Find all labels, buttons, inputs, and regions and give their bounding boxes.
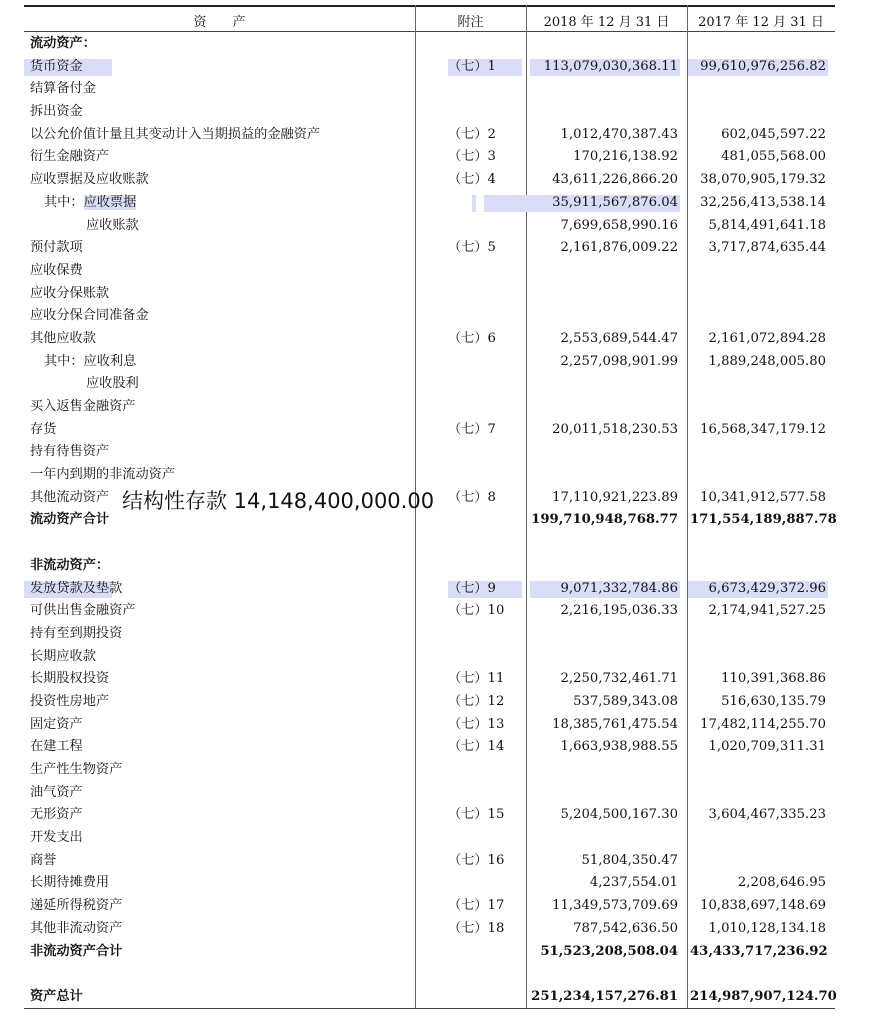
value-2018: 2,216,195,036.33	[560, 603, 678, 619]
row-note: （七）3	[448, 149, 496, 165]
row-label: 应收股利	[86, 376, 139, 392]
value-2017: 2,161,072,894.28	[708, 330, 826, 346]
table-row	[24, 963, 835, 986]
value-2017: 10,838,697,148.69	[700, 898, 826, 914]
row-label	[30, 192, 136, 215]
row-note: （七）5	[448, 240, 496, 256]
row-label: 商誉	[30, 852, 57, 868]
table-row	[24, 736, 835, 759]
row-label: 其他非流动资产	[30, 920, 123, 936]
table-row	[24, 827, 835, 850]
value-2017: 99,610,976,256.82	[700, 58, 826, 74]
value-2018: 787,542,636.50	[573, 920, 678, 936]
row-label: 持有待售资产	[30, 444, 110, 460]
table-row	[24, 578, 835, 601]
row-label: 应收保费	[30, 262, 83, 278]
header-2017: 2017 年 12 月 31 日	[698, 15, 824, 30]
value-2018: 35,911,567,876.04	[552, 194, 678, 210]
value-2017: 516,630,135.79	[721, 693, 826, 709]
row-label: 长期待摊费用	[30, 875, 110, 891]
value-2018: 43,611,226,866.20	[552, 172, 678, 188]
row-label: 投资性房地产	[30, 693, 110, 709]
row-label: 油气资产	[30, 784, 83, 800]
value-2017: 2,174,941,527.25	[708, 603, 826, 619]
table-row	[24, 146, 835, 169]
row-label: 其他应收款	[30, 330, 96, 346]
value-2017: 32,256,413,538.14	[700, 194, 826, 210]
row-label: 非流动资产：	[30, 557, 110, 573]
value-2017: 171,554,189,887.78	[690, 512, 837, 528]
header-rule	[24, 31, 835, 32]
row-note: （七）9	[448, 580, 496, 596]
table-row	[24, 237, 835, 260]
table-header	[24, 8, 835, 30]
row-note: （七）13	[448, 716, 505, 732]
value-2017: 1,020,709,311.31	[708, 739, 826, 755]
row-note: （七）16	[448, 852, 505, 868]
annotation-text: 结构性存款 14,148,400,000.00	[122, 489, 435, 513]
table-row	[24, 419, 835, 442]
table-row	[24, 759, 835, 782]
value-2018: 1,012,470,387.43	[560, 126, 678, 142]
row-label: 应收账款	[86, 217, 139, 233]
table-row	[24, 600, 835, 623]
table-row	[24, 328, 835, 351]
row-label: 在建工程	[30, 739, 83, 755]
row-note: （七）12	[448, 693, 505, 709]
value-2017: 481,055,568.00	[721, 149, 826, 165]
row-label: 长期应收款	[30, 648, 96, 664]
table-row	[24, 396, 835, 419]
row-label: 开发支出	[30, 830, 83, 846]
row-label: 流动资产：	[30, 36, 96, 51]
value-2018: 9,071,332,784.86	[560, 580, 678, 596]
table-row	[24, 872, 835, 895]
row-label: 其他流动资产	[30, 489, 110, 505]
table-row	[24, 56, 835, 79]
table-row	[24, 373, 835, 396]
table-row	[24, 464, 835, 487]
value-2017: 2,208,646.95	[737, 875, 826, 891]
value-2017: 6,673,429,372.96	[708, 580, 826, 596]
value-2018: 17,110,921,223.89	[552, 489, 678, 505]
value-2017: 16,568,347,179.12	[700, 421, 826, 437]
header-2018: 2018 年 12 月 31 日	[543, 15, 670, 30]
value-2017: 43,433,717,236.92	[690, 943, 828, 959]
value-2017: 17,482,114,255.70	[700, 716, 826, 732]
row-label: 一年内到期的非流动资产	[30, 467, 176, 483]
table-row	[24, 124, 835, 147]
row-label: 衍生金融资产	[30, 149, 110, 165]
row-label: 存货	[30, 421, 57, 437]
table-row	[24, 101, 835, 124]
row-note: （七）10	[448, 603, 505, 619]
value-2018: 2,553,689,544.47	[560, 330, 678, 346]
table-row	[24, 78, 835, 101]
highlight-bar	[472, 195, 476, 212]
table-row	[24, 895, 835, 918]
table-row	[24, 623, 835, 646]
value-2018: 18,385,761,475.54	[552, 716, 678, 732]
row-note: （七）1	[448, 58, 496, 74]
value-2018: 4,237,554.01	[589, 875, 678, 891]
row-label: 货币资金	[30, 58, 83, 74]
value-2017: 38,070,905,179.32	[700, 172, 826, 188]
row-label: 以公允价值计量且其变动计入当期损益的金融资产	[30, 126, 321, 142]
table-row	[24, 668, 835, 691]
value-2018: 170,216,138.92	[573, 149, 678, 165]
table-row	[24, 283, 835, 306]
row-note: （七）8	[448, 489, 496, 505]
value-2017: 3,604,467,335.23	[708, 807, 826, 823]
header-note: 附注	[457, 15, 484, 30]
row-label: 可供出售金融资产	[30, 603, 136, 619]
value-2017: 214,987,907,124.70	[690, 988, 837, 1004]
row-label: 生产性生物资产	[30, 762, 123, 777]
table-row	[24, 441, 835, 464]
label-highlight: 应收票据	[83, 194, 137, 210]
row-label: 无形资产	[30, 807, 83, 823]
table-row	[24, 850, 835, 873]
table-row	[24, 192, 835, 215]
table-row	[24, 646, 835, 669]
value-2017: 1,889,248,005.80	[708, 353, 826, 369]
row-label: 应收分保账款	[30, 285, 110, 301]
value-2018: 2,257,098,901.99	[560, 353, 678, 369]
table-row	[24, 804, 835, 827]
table-row	[24, 555, 835, 578]
table-row	[24, 782, 835, 805]
top-rule	[24, 5, 835, 7]
value-2017: 602,045,597.22	[721, 126, 826, 142]
table-row	[24, 532, 835, 555]
value-2017: 5,814,491,641.18	[708, 217, 826, 233]
table-row	[24, 215, 835, 238]
table-row	[24, 918, 835, 941]
value-2018: 7,699,658,990.16	[560, 217, 678, 233]
value-2017: 110,391,368.86	[721, 671, 826, 687]
value-2018: 2,250,732,461.71	[560, 671, 678, 687]
row-label: 长期股权投资	[30, 671, 110, 687]
table-row	[24, 260, 835, 283]
table-row	[24, 351, 835, 374]
value-2018: 11,349,573,709.69	[552, 898, 678, 914]
value-2017: 3,717,874,635.44	[708, 240, 826, 256]
row-label: 发放贷款及垫款	[30, 580, 123, 596]
value-2017: 1,010,128,134.18	[708, 920, 826, 936]
header-assets: 资 产	[193, 15, 246, 30]
row-note: （七）7	[448, 421, 496, 437]
value-2018: 1,663,938,988.55	[560, 739, 678, 755]
row-label: 结算备付金	[30, 81, 96, 97]
row-label: 应收分保合同准备金	[30, 308, 149, 324]
label-prefix: 其中：	[44, 194, 84, 210]
table-body	[24, 33, 835, 1009]
row-label: 非流动资产合计	[30, 943, 123, 959]
value-2018: 20,011,518,230.53	[552, 421, 678, 437]
table-row	[24, 305, 835, 328]
table-row	[24, 169, 835, 192]
table-row	[24, 986, 835, 1009]
value-2018: 113,079,030,368.11	[543, 58, 678, 74]
value-2018: 2,161,876,009.22	[560, 240, 678, 256]
row-label: 拆出资金	[30, 104, 83, 120]
table-row	[24, 691, 835, 714]
value-2018: 251,234,157,276.81	[531, 988, 678, 1004]
row-note: （七）18	[448, 920, 505, 936]
value-2018: 51,804,350.47	[581, 852, 678, 868]
row-label: 资产总计	[30, 988, 83, 1004]
row-label: 预付款项	[30, 240, 83, 256]
row-note: （七）4	[448, 172, 496, 188]
row-label: 其中：应收利息	[44, 353, 137, 369]
row-note: （七）17	[448, 898, 505, 914]
table-row	[24, 714, 835, 737]
row-note: （七）15	[448, 807, 505, 823]
value-2018: 537,589,343.08	[573, 693, 678, 709]
value-2017: 10,341,912,577.58	[700, 489, 826, 505]
value-2018: 199,710,948,768.77	[531, 512, 678, 528]
row-note: （七）14	[448, 739, 505, 755]
row-label: 持有至到期投资	[30, 625, 123, 641]
table-row	[24, 941, 835, 964]
row-note: （七）6	[448, 330, 496, 346]
row-note: （七）2	[448, 126, 496, 142]
row-note: （七）11	[448, 671, 505, 687]
row-label: 流动资产合计	[30, 512, 110, 528]
value-2018: 51,523,208,508.04	[540, 943, 678, 959]
row-label: 固定资产	[30, 716, 83, 732]
table-row	[24, 33, 835, 56]
row-label: 应收票据及应收账款	[30, 172, 149, 188]
row-label: 递延所得税资产	[30, 898, 123, 914]
value-2018: 5,204,500,167.30	[560, 807, 678, 823]
row-label: 买入返售金融资产	[30, 399, 136, 414]
